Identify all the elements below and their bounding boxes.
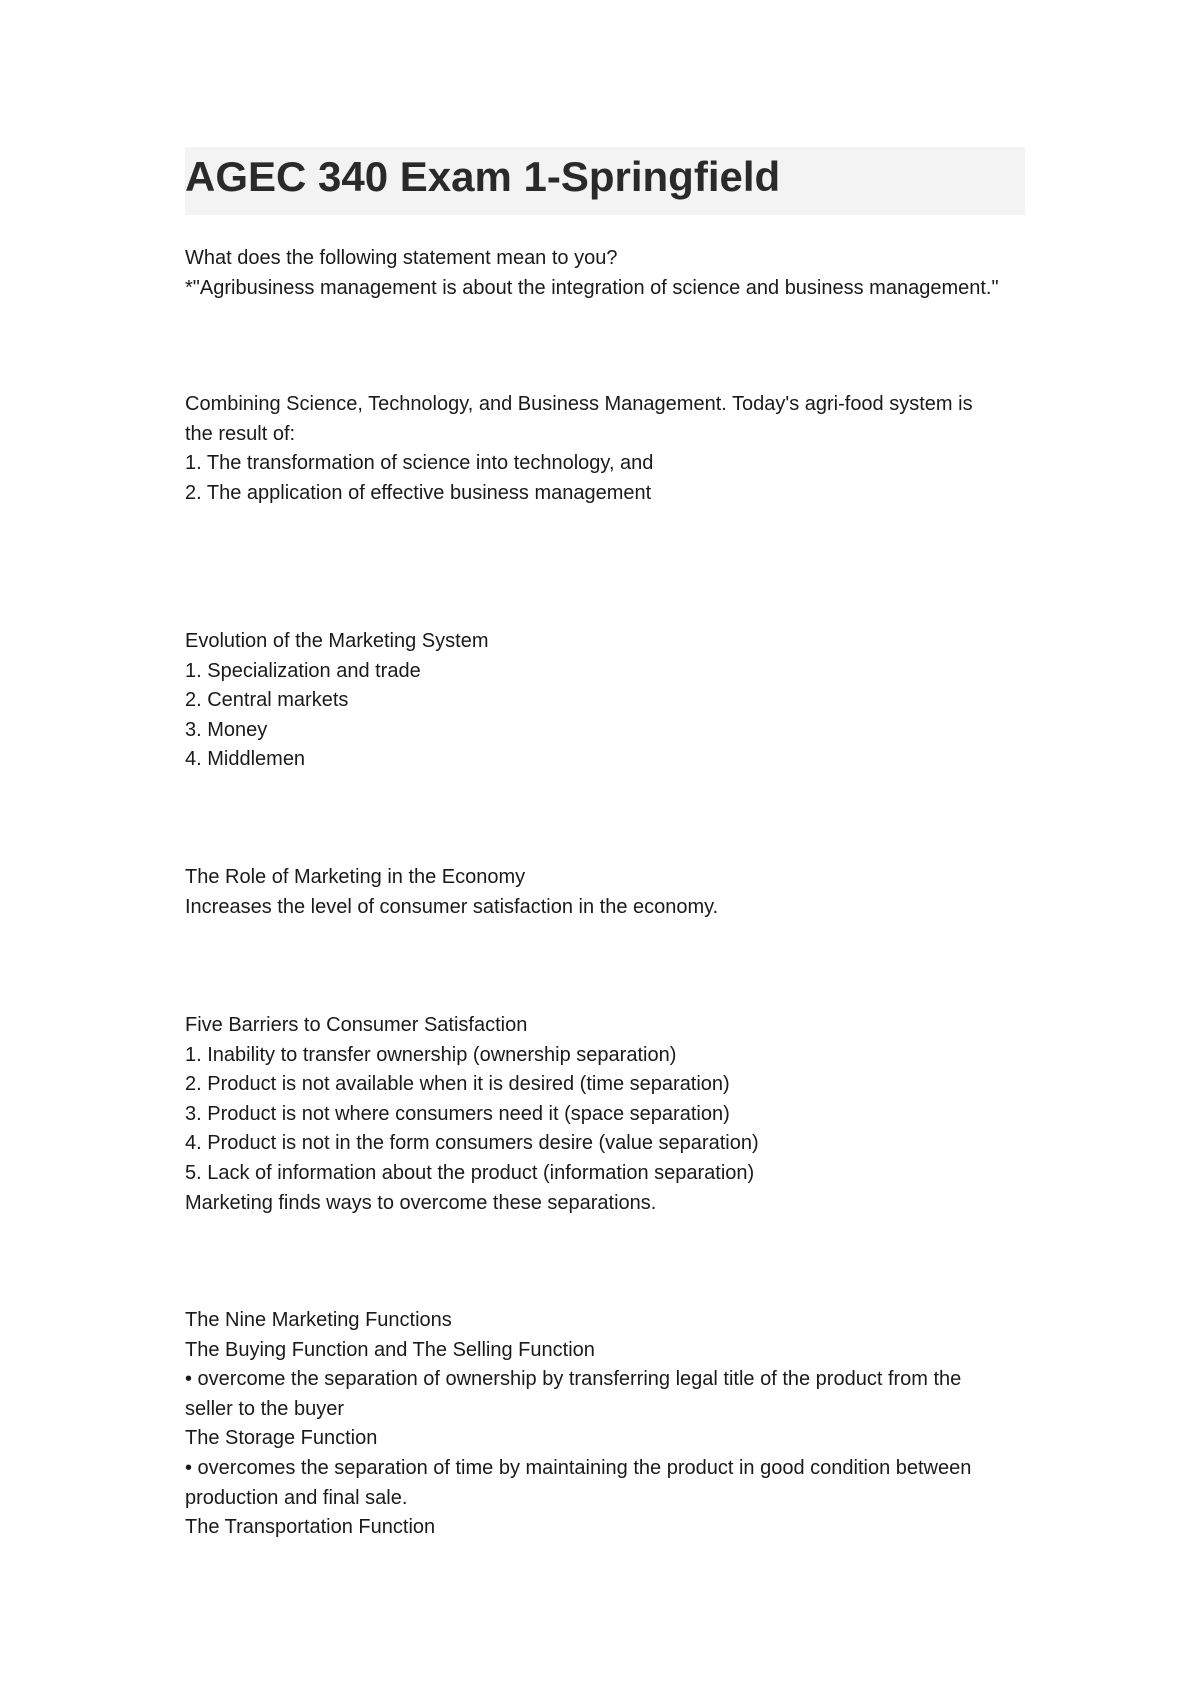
barriers-heading: Five Barriers to Consumer Satisfaction: [185, 1014, 528, 1036]
role-section: [185, 863, 1025, 922]
functions-section: [185, 1306, 1025, 1543]
evolution-item: 3. Money: [185, 718, 268, 741]
science-intro: Combining Science, Technology, and Business Management. Today's agri-food system is: [185, 393, 973, 415]
barrier-item: 1. Inability to transfer ownership (ownership separation): [185, 1043, 677, 1066]
document-title: AGEC 340 Exam 1-Springfield: [185, 153, 781, 200]
evolution-section: [185, 627, 1025, 775]
function-title: The Storage Function: [185, 1427, 378, 1450]
function-description: • overcome the separation of ownership by transferring legal title of the product from the: [185, 1368, 962, 1391]
science-section: [185, 390, 1025, 508]
question-quote: *"Agribusiness management is about the integration of science and business management.": [185, 276, 999, 299]
evolution-heading: Evolution of the Marketing System: [185, 630, 489, 652]
function-title: The Transportation Function: [185, 1516, 436, 1539]
science-intro-continued: the result of:: [185, 422, 296, 445]
evolution-item: 4. Middlemen: [185, 748, 306, 771]
function-title: The Buying Function and The Selling Function: [185, 1338, 595, 1361]
function-description: • overcomes the separation of time by maintaining the product in good condition between: [185, 1456, 972, 1479]
barriers-section: [185, 1011, 1025, 1218]
function-description-continued: seller to the buyer: [185, 1397, 344, 1420]
barrier-item: 5. Lack of information about the product (information separation): [185, 1161, 755, 1184]
science-item: 1. The transformation of science into technology, and: [185, 452, 654, 475]
function-description-continued: production and final sale.: [185, 1486, 408, 1509]
role-body: Increases the level of consumer satisfaction in the economy.: [185, 895, 719, 918]
barrier-item: 3. Product is not where consumers need it (space separation): [185, 1102, 730, 1125]
barrier-item: 4. Product is not in the form consumers desire (value separation): [185, 1132, 759, 1155]
functions-heading: The Nine Marketing Functions: [185, 1309, 452, 1331]
question-line: What does the following statement mean to you?: [185, 247, 618, 269]
science-item: 2. The application of effective business management: [185, 481, 652, 504]
role-heading: The Role of Marketing in the Economy: [185, 866, 526, 888]
question-block: [185, 244, 1025, 303]
barrier-item: 2. Product is not available when it is desired (time separation): [185, 1073, 730, 1096]
barriers-conclusion: Marketing finds ways to overcome these separations.: [185, 1191, 657, 1214]
evolution-item: 2. Central markets: [185, 689, 349, 712]
evolution-item: 1. Specialization and trade: [185, 659, 421, 682]
